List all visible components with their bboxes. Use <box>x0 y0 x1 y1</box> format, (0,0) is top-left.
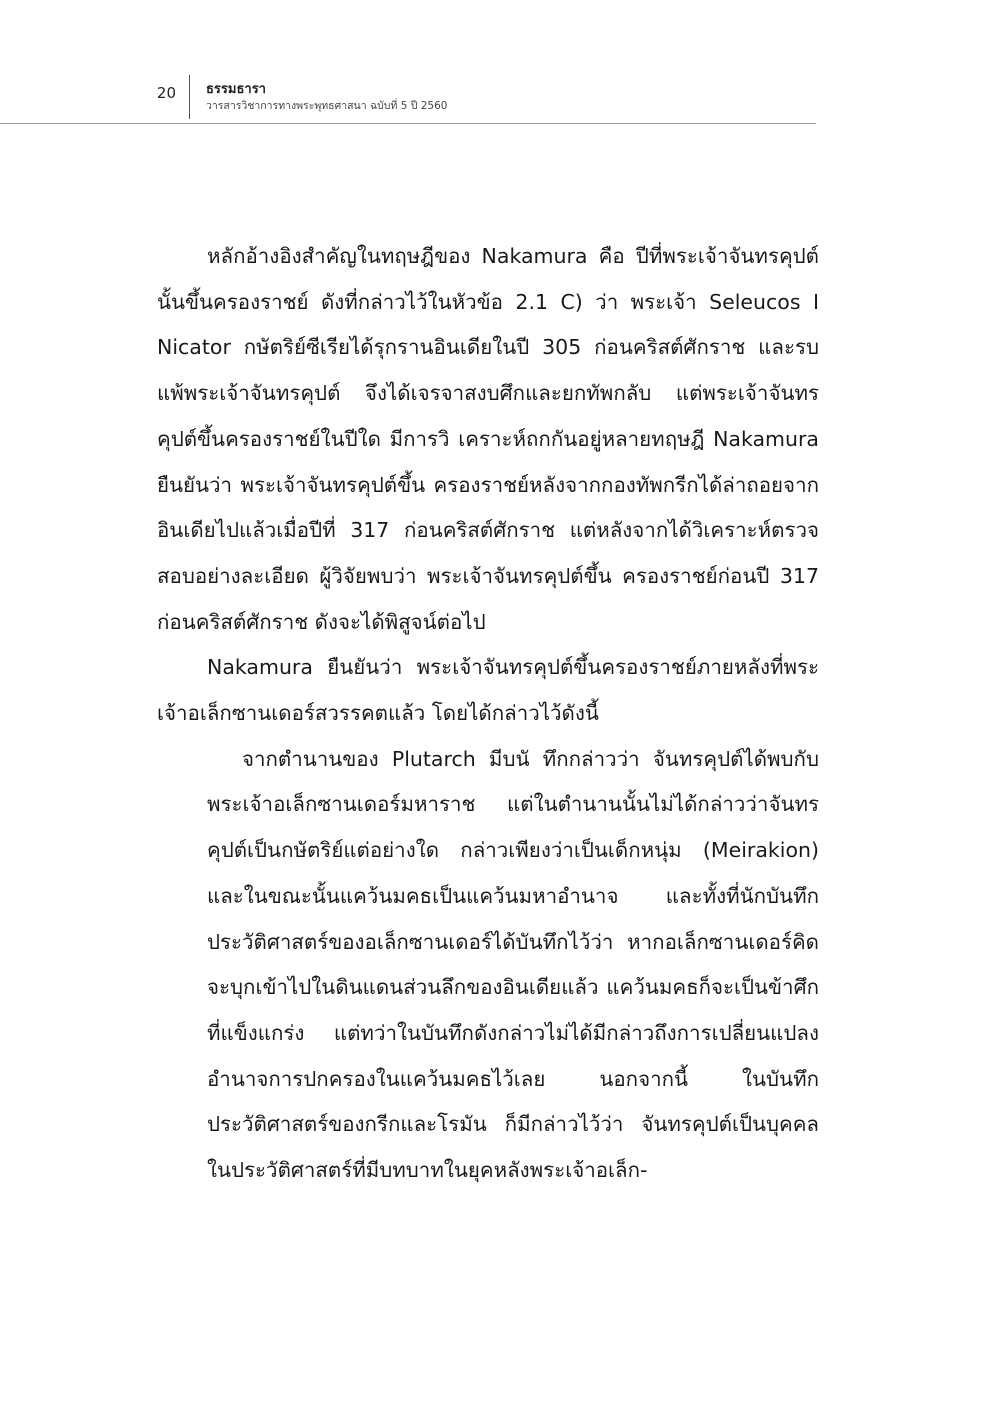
header-divider <box>189 75 190 119</box>
journal-subtitle: วารสารวิชาการทางพระพุทธศาสนา ฉบับที่ 5 ปี 2560 <box>206 100 448 112</box>
header-rule <box>0 123 816 124</box>
journal-title: ธรรมธารา <box>206 82 266 97</box>
page-number: 20 <box>156 84 176 102</box>
body-text <box>157 234 819 1194</box>
block-quote: จากตำนานของ Plutarch มีบนั ทึกกล่าวว่า จันทรคุปต์ได้พบกับพระเจ้าอเล็กซานเดอร์มหาราช แต่ในตำนานนั้นไม่ได้กล่าวว่าจันทรคุปต์เป็นกษัตริย์แต่อย่างใด กล่าวเพียงว่าเป็นเด็กหนุ่ม (Meirakion) และในขณะนั้นแคว้นมคธเป็นแคว้นมหาอำนาจ และทั้งที่นักบันทึกประวัติศาสตร์ของอเล็กซานเดอร์ได้บันทึกไว้ว่า หากอเล็กซานเดอร์คิดจะบุกเข้าไปในดินแดนส่วนลึกของอินเดียแล้ว แคว้นมคธก็จะเป็นข้าศึกที่แข็งแกร่ง แต่ทว่าในบันทึกดังกล่าวไม่ได้มีกล่าวถึงการเปลี่ยนแปลงอำนาจการปกครองในแคว้นมคธไว้เลย นอกจากนี้ ในบันทึกประวัติศาสตร์ของกรีกและโรมัน ก็มีกล่าวไว้ว่า จันทรคุปต์เป็นบุคคลในประวัติศาสตร์ที่มีบทบาทในยุคหลังพระเจ้าอเล็ก- <box>207 746 819 1183</box>
paragraph-2: Nakamura ยืนยันว่า พระเจ้าจันทรคุปต์ขึ้นครองราชย์ภายหลังที่พระเจ้าอเล็กซานเดอร์สวรรคตแล้ว โดยได้กล่าวไว้ดังนี้ <box>157 655 819 726</box>
paragraph-1: หลักอ้างอิงสำคัญในทฤษฎีของ Nakamura คือ ปีที่พระเจ้าจันทรคุปต์นั้นขึ้นครองราชย์ ดังที่กล่าวไว้ในหัวข้อ 2.1 C) ว่า พระเจ้า Seleucos I Nicator กษัตริย์ซีเรียได้รุกรานอินเดียในปี 305 ก่อนคริสต์ศักราช และรบแพ้พระเจ้าจันทรคุปต์ จึงได้เจรจาสงบศึกและยกทัพกลับ แต่พระเจ้าจันทรคุปต์ขึ้นครองราชย์ในปีใด มีการวิ เคราะห์ถกกันอยู่หลายทฤษฎี Nakamura ยืนยันว่า พระเจ้าจันทรคุปต์ขึ้น ครองราชย์หลังจากกองทัพกรีกได้ล่าถอยจากอินเดียไปแล้วเมื่อปีที่ 317 ก่อนคริสต์ศักราช แต่หลังจากได้วิเคราะห์ตรวจสอบอย่างละเอียด ผู้วิจัยพบว่า พระเจ้าจันทรคุปต์ขึ้น ครองราชย์ก่อนปี 317 ก่อนคริสต์ศักราช ดังจะได้พิสูจน์ต่อไป <box>157 244 819 634</box>
